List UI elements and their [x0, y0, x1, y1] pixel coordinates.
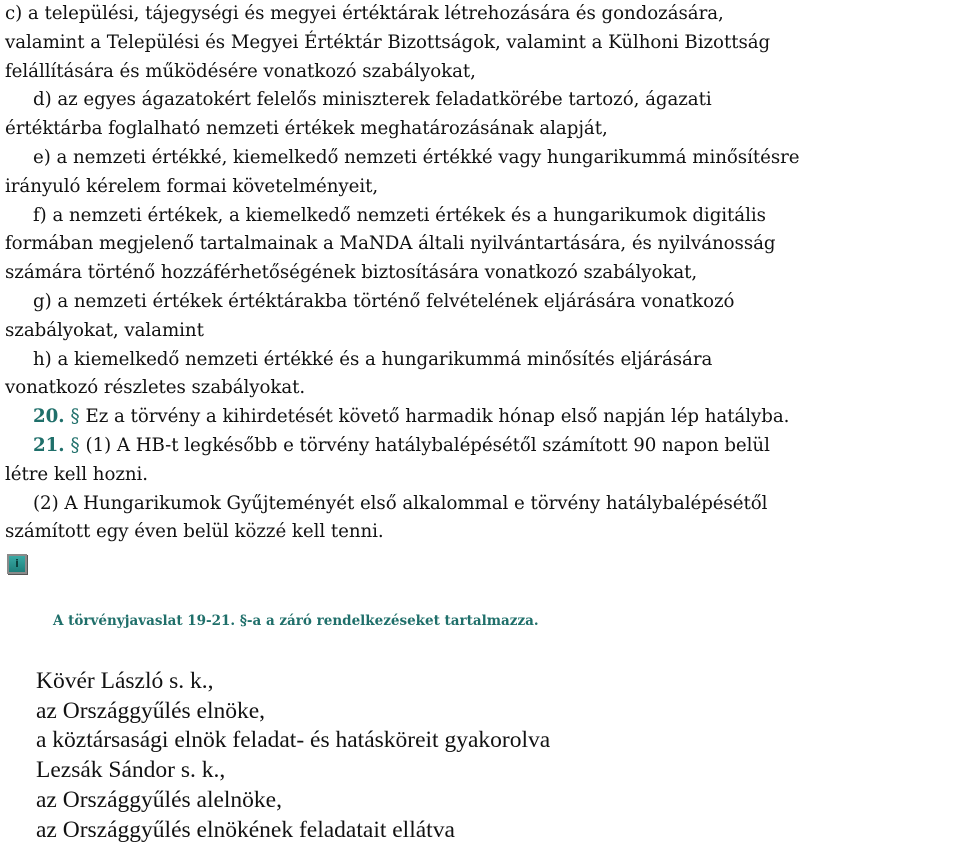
signature-line: az Országgyűlés elnökének feladatait ellátva — [36, 816, 455, 843]
signature-line: Lezsák Sándor s. k., — [36, 757, 226, 784]
paragraph-line: c) a települési, tájegységi és megyei értéktárak létrehozására és gondozására, — [5, 3, 724, 24]
signature-block — [36, 667, 550, 845]
section-20 — [5, 403, 957, 432]
paragraph-line: szabályokat, valamint — [5, 319, 204, 341]
paragraph-line: irányuló kérelem formai követelményeit, — [5, 175, 379, 197]
signature-line: a köztársasági elnök feladat- és hatásköreit gyakorolva — [36, 727, 551, 754]
paragraph-line: létre kell hozni. — [5, 463, 149, 485]
paragraph-line: h) a kiemelkedő nemzeti értékké és a hungarikummá minősítés eljárására — [33, 348, 713, 370]
section-number: 20. — [33, 406, 65, 428]
paragraph-line: vonatkozó részletes szabályokat. — [5, 377, 306, 399]
paragraph-line: valamint a Települési és Megyei Értéktár Bizottságok, valamint a Külhoni Bizottság — [5, 31, 771, 53]
law-text — [5, 0, 957, 547]
paragraph-line: f) a nemzeti értékek, a kiemelkedő nemzeti értékek és a hungarikumok digitális — [33, 204, 766, 226]
paragraph-line: értéktárba foglalható nemzeti értékek meghatározásának alapját, — [5, 118, 608, 140]
paragraph-line: e) a nemzeti értékké, kiemelkedő nemzeti értékké vagy hungarikummá minősítésre — [33, 146, 800, 168]
paragraph-line: (2) A Hungarikumok Gyűjteményét első alkalommal e törvény hatálybalépésétől — [33, 492, 768, 514]
section-text: (1) A HB-t legkésőbb e törvény hatálybalépésétől számított 90 napon belül — [85, 434, 770, 456]
signature-line: Kövér László s. k., — [36, 668, 214, 694]
section-text: Ez a törvény a kihirdetését követő harmadik hónap első napján lép hatályba. — [85, 406, 790, 428]
paragraph-line: felállítására és működésére vonatkozó szabályokat, — [5, 60, 476, 82]
signature-line: az Országgyűlés alelnöke, — [36, 786, 282, 813]
paragraph-line: g) a nemzeti értékek értéktárakba történő felvételének eljárására vonatkozó — [33, 290, 735, 312]
section-number: 21. — [33, 434, 65, 456]
info-icon[interactable]: i — [7, 554, 27, 574]
section-sign-link[interactable]: § — [70, 434, 80, 456]
paragraph-line: formában megjelenő tartalmainak a MaNDA általi nyilvántartására, és nyilvánosság — [5, 233, 776, 255]
section-sign-link[interactable]: § — [70, 406, 80, 428]
paragraph-line: d) az egyes ágazatokért felelős miniszterek feladatkörébe tartozó, ágazati — [33, 89, 712, 111]
paragraph-line: számára történő hozzáférhetőségének biztosítására vonatkozó szabályokat, — [5, 262, 698, 284]
section-21 — [5, 432, 957, 461]
signature-line: az Országgyűlés elnöke, — [36, 697, 266, 724]
paragraph-line: számított egy éven belül közzé kell tenni. — [5, 521, 384, 543]
bill-summary-note: A törvényjavaslat 19-21. §-a a záró rendelkezéseket tartalmazza. — [53, 613, 539, 629]
